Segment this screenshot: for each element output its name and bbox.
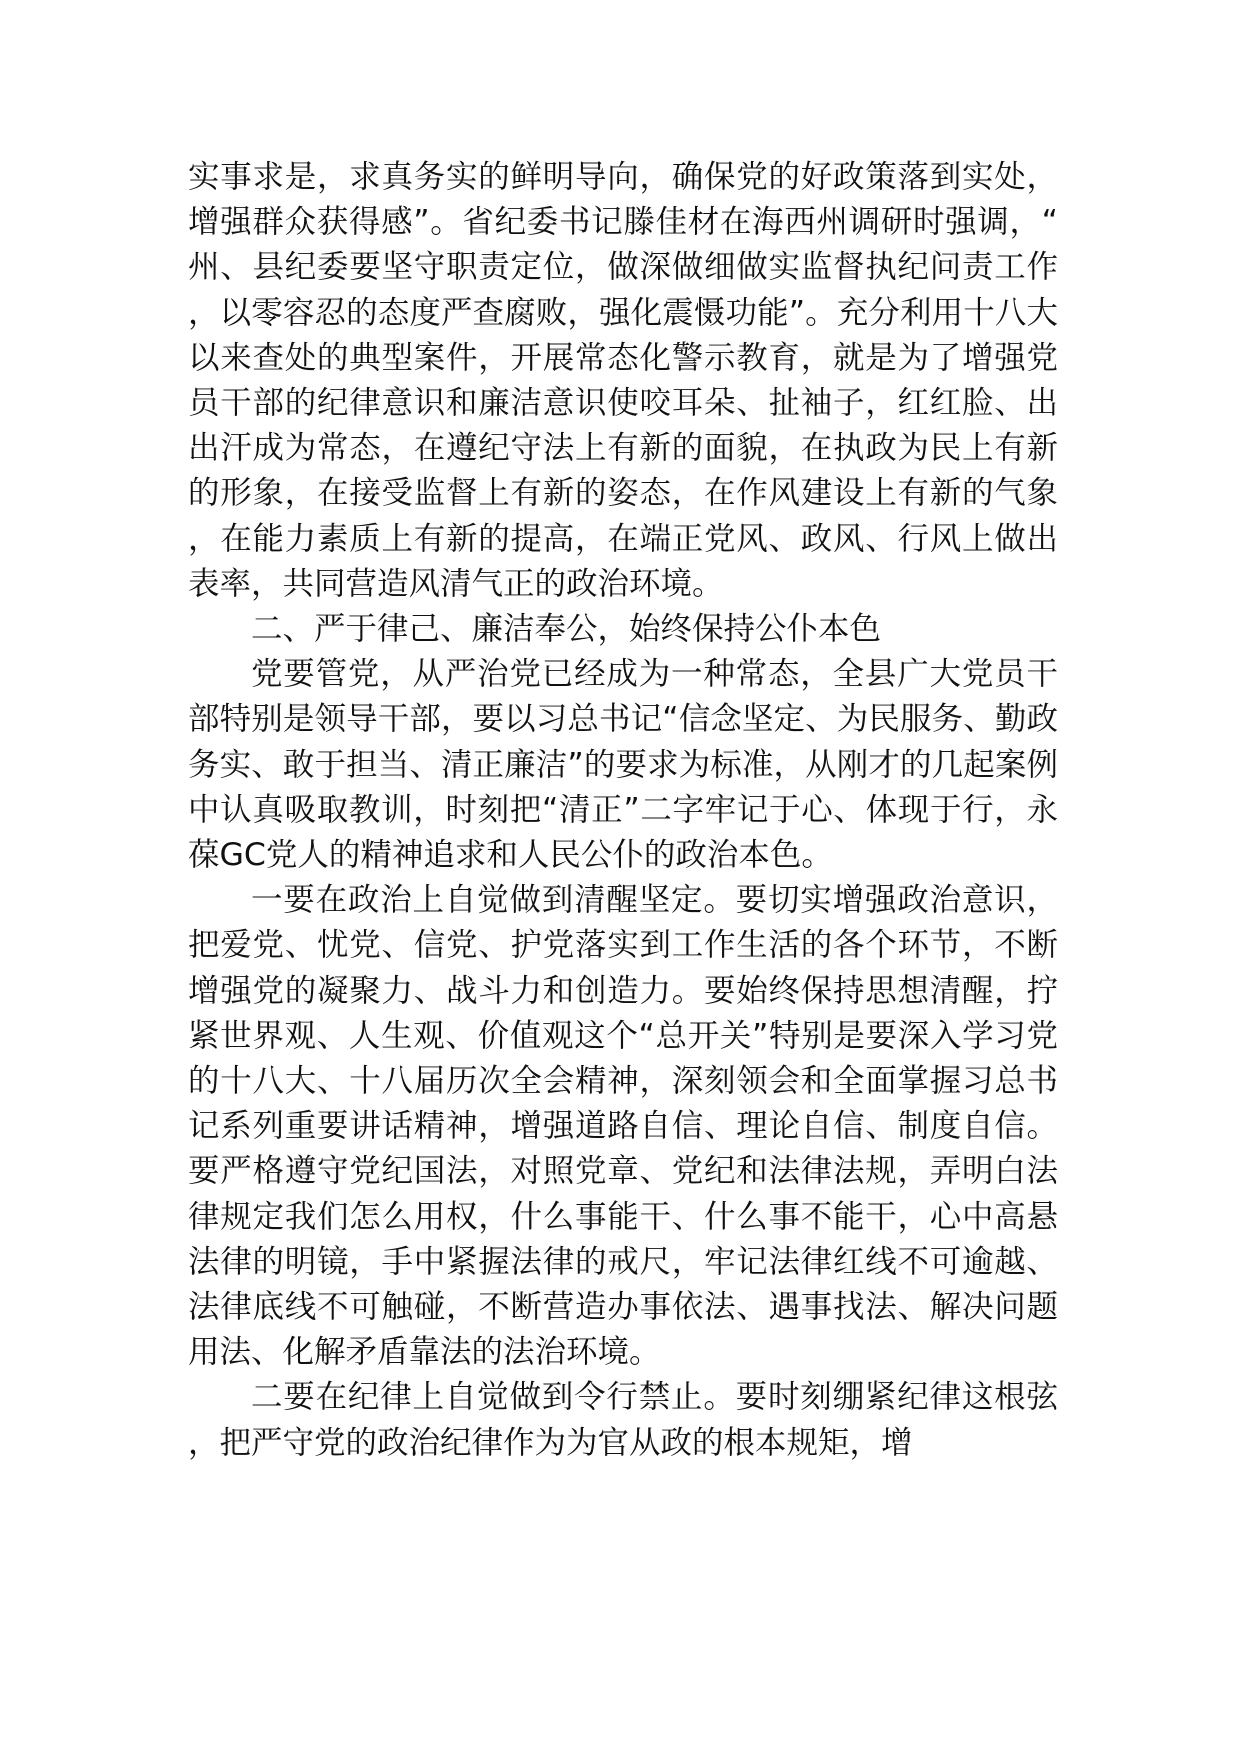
paragraph-party-discipline: 党要管党，从严治党已经成为一种常态，全县广大党员干部特别是领导干部，要以习总书记“信念坚定、为民服务、勤政务实、敢于担当、清正廉洁”的要求为标准，从刚才的几起案例中认真吸取教训，时刻把“清正”二字牢记于心、体现于行，永葆GC党人的精神追求和人民公仆的政治本色。 [188, 656, 1058, 874]
paragraph-political-firmness: 一要在政治上自觉做到清醒坚定。要切实增强政治意识，把爱党、忧党、信党、护党落实到工作生活的各个环节，不断增强党的凝聚力、战斗力和创造力。要始终保持思想清醒，拧紧世界观、人生观、价值观这个“总开关”特别是要深入学习党的十八大、十八届历次全会精神，深刻领会和全面掌握习总书记系列重要讲话精神，增强道路自信、理论自信、制度自信。要严格遵守党纪国法，对照党章、党纪和法律法规，弄明白法律规定我们怎么用权，什么事能干、什么事不能干，心中高悬法律的明镜，手中紧握法律的戒尺，牢记法律红线不可逾越、法律底线不可触碰，不断营造办事依法、遇事找法、解决问题用法、化解矛盾靠法的法治环境。 [188, 882, 1058, 1371]
document-body [188, 155, 1058, 1466]
paragraph-continued-text: 实事求是，求真务实的鲜明导向，确保党的好政策落到实处，增强群众获得感”。省纪委书记滕佳材在海西州调研时强调，“州、县纪委要坚守职责定位，做深做细做实监督执纪问责工作，以零容忍的态度严查腐败，强化震慑功能”。充分利用十八大以来查处的典型案件，开展常态化警示教育，就是为了增强党员干部的纪律意识和廉洁意识使咬耳朵、扯袖子，红红脸、出出汗成为常态，在遵纪守法上有新的面貌，在执政为民上有新的形象，在接受监督上有新的姿态，在作风建设上有新的气象，在能力素质上有新的提高，在端正党风、政风、行风上做出表率，共同营造风清气正的政治环境。 [188, 159, 1058, 602]
paragraph-discipline-obedience: 二要在纪律上自觉做到令行禁止。要时刻绷紧纪律这根弦，把严守党的政治纪律作为为官从政的根本规矩，增 [188, 1379, 1058, 1461]
section-heading-2: 二、严于律己、廉洁奉公，始终保持公仆本色 [251, 611, 882, 648]
